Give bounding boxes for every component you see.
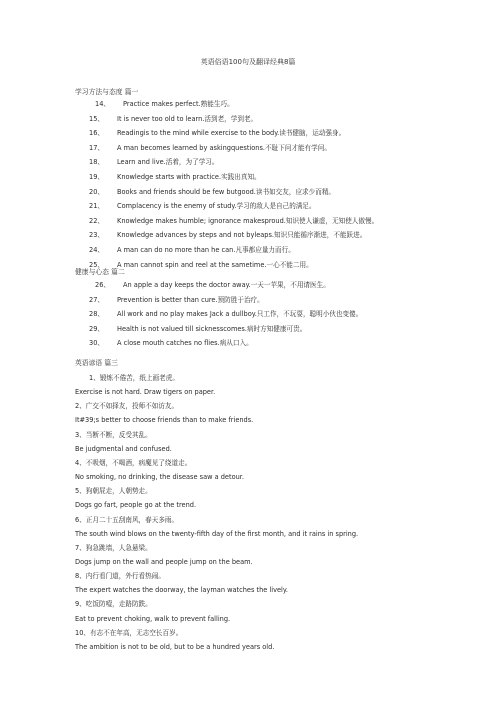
item-text: An apple a day keeps the doctor away.一天一苹果，不用请医生。 (123, 281, 330, 289)
item-text: Learn and live.活着，为了学习。 (117, 158, 219, 167)
list-item (89, 130, 345, 137)
item-text: A close mouth catches no flies.病从口入。 (117, 339, 253, 347)
list-item (89, 326, 306, 333)
item-number: 27、 (89, 295, 104, 304)
list-item (89, 340, 253, 347)
proverb-english: Exercise is not hard. Draw tigers on paper. (75, 388, 216, 397)
list-item (89, 145, 331, 152)
list-item (89, 218, 378, 225)
proverb-english: It#39;s better to choose friends than to make friends. (75, 416, 254, 425)
item-text: Knowledge makes humble; ignorance makesproud.知识使人谦虚，无知使人傲慢。 (117, 216, 379, 225)
item-number: 25、 (89, 260, 104, 269)
list-item (89, 116, 257, 123)
proverb-english: No smoking, no drinking, the disease saw a detour. (75, 473, 244, 482)
list-item (95, 282, 330, 289)
section-heading-health: 健康与心态 篇二 (75, 268, 125, 276)
item-text: A man can do no more than he can.凡事都应量力而行。 (117, 246, 295, 254)
proverb-chinese: 2、广交不如择友，投师不如访友。 (75, 402, 179, 411)
proverb-english: The ambition is not to be old, but to be a hundred years old. (75, 642, 275, 651)
item-text: Health is not valued till sicknesscomes.病时方知健康可贵。 (117, 324, 307, 333)
proverb-english: Dogs jump on the wall and people jump on the beam. (75, 557, 253, 566)
proverb-english: Eat to prevent choking, walk to prevent falling. (75, 614, 231, 623)
list-item (89, 174, 261, 181)
item-number: 17、 (89, 143, 104, 152)
item-number: 29、 (89, 324, 104, 333)
item-number: 22、 (89, 216, 104, 225)
item-number: 24、 (89, 246, 104, 254)
item-text: Practice makes perfect.熟能生巧。 (123, 100, 234, 108)
item-number: 16、 (89, 129, 104, 138)
item-text: All work and no play makes Jack a dullboy.只工作，不玩耍，聪明小伙也变傻。 (117, 310, 363, 318)
item-text: Knowledge starts with practice.实践出真知。 (117, 173, 261, 181)
item-number: 21、 (89, 202, 104, 211)
list-item (89, 311, 362, 318)
proverb-chinese: 6、正月二十五刮南风，春天多雨。 (75, 515, 179, 524)
proverb-chinese: 9、吃饭防噎，走路防跌。 (75, 600, 152, 609)
item-number: 18、 (89, 158, 104, 167)
list-item (89, 232, 366, 239)
list-item (95, 101, 234, 108)
item-number: 30、 (89, 339, 104, 347)
item-text: Prevention is better than cure.预防胜于治疗。 (117, 295, 264, 304)
item-number: 28、 (89, 310, 104, 318)
section-heading-proverbs: 英语谚语 篇三 (75, 359, 118, 367)
proverb-chinese: 10、有志不在年高，无志空长百岁。 (75, 628, 183, 637)
proverb-english: Be judgmental and confused. (75, 444, 172, 453)
item-text: Knowledge advances by steps and not byleaps.知识只能循序渐进，不能跃进。 (117, 231, 367, 240)
item-number: 15、 (89, 114, 104, 123)
proverb-chinese: 5、狗朝屁走，人朝势走。 (75, 487, 152, 496)
list-item (89, 297, 264, 304)
proverb-english: The south wind blows on the twenty-fifth day of the first month, and it rains in spring. (75, 529, 359, 538)
item-text: Complacency is the enemy of study.学习的敌人是自己的满足。 (117, 202, 316, 211)
item-number: 19、 (89, 173, 104, 181)
list-item (89, 203, 316, 210)
proverb-chinese: 1、锻炼不倦苦，纸上画老虎。 (89, 374, 179, 382)
item-text: Books and friends should be few butgood.读书如交友，应求少而精。 (117, 187, 336, 196)
item-number: 23、 (89, 231, 104, 240)
list-item (89, 189, 335, 196)
section-heading-study: 学习方法与态度 篇一 (75, 88, 139, 96)
item-number: 26、 (95, 281, 110, 289)
proverb-english: Dogs go fart, people go at the trend. (75, 501, 197, 510)
item-text: Readingis to the mind while exercise to the body.读书健脑，运动强身。 (117, 129, 346, 138)
proverb-english: The expert watches the doorway, the layman watches the lively. (75, 586, 288, 595)
document-title: 英语俗语100句及翻译经典8篇 (200, 58, 296, 66)
item-number: 14、 (95, 100, 110, 108)
list-item (89, 247, 295, 254)
proverb-chinese: 4、不吸烟，不喝酒，病魔见了绕道走。 (75, 458, 192, 467)
item-text: A man cannot spin and reel at the sametime.一心不能二用。 (117, 260, 313, 269)
list-item (89, 159, 219, 166)
proverb-chinese: 3、当断不断，反受其乱。 (75, 430, 152, 439)
item-number: 20、 (89, 187, 104, 196)
item-text: It is never too old to learn.活到老，学到老。 (117, 114, 258, 123)
proverb-chinese: 8、内行看门道，外行看热闹。 (75, 572, 165, 581)
item-text: A man becomes learned by askingquestions.不耻下问才能有学问。 (117, 143, 331, 152)
proverb-chinese: 7、狗急跳墙，人急悬梁。 (75, 543, 152, 552)
